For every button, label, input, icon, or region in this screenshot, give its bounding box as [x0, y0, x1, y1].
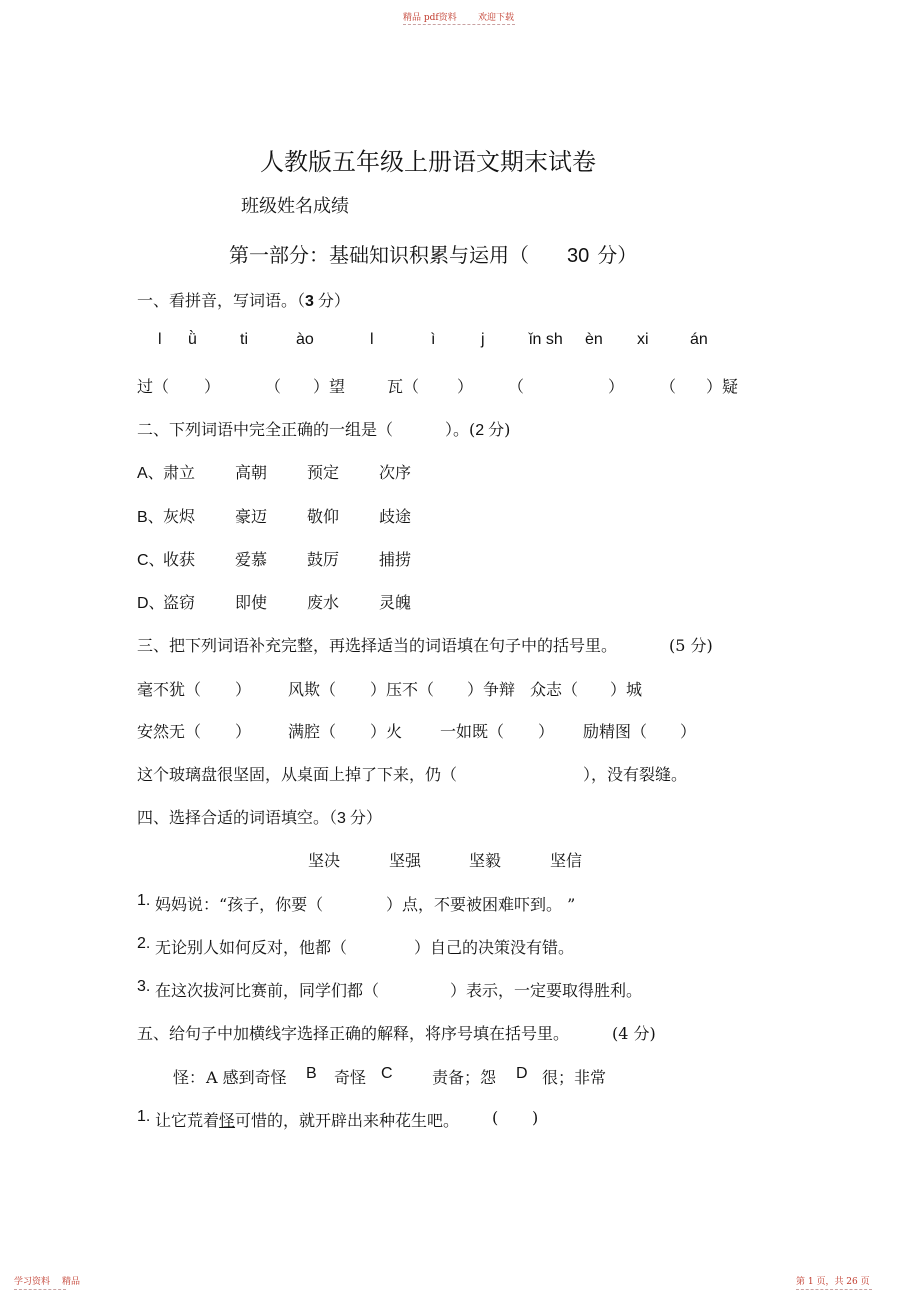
option-letter: D、 — [137, 595, 165, 612]
header-divider — [403, 24, 515, 25]
answer-blank: ）疑 — [706, 377, 739, 396]
q3-score: (5 分) — [669, 636, 713, 655]
definition: 奇怪 — [334, 1068, 367, 1087]
pinyin: án — [690, 331, 708, 348]
header-left: 精品 pdf资料 — [403, 13, 457, 23]
footer-left-divider — [14, 1289, 66, 1290]
option-letter: A、 — [137, 465, 164, 482]
option-word: 捕捞 — [379, 550, 412, 569]
option-word: 肃立 — [163, 463, 196, 482]
q4-score-tail: 分） — [349, 808, 382, 827]
q5-heading: 五、给句子中加横线字选择正确的解释，将序号填在括号里。 — [137, 1024, 570, 1043]
item-text-b: ）表示，一定要取得胜利。 — [450, 981, 643, 1000]
option-word: 废水 — [307, 593, 340, 612]
fill-word: ） — [235, 680, 252, 699]
answer-blank: （ — [660, 377, 677, 396]
part1-heading — [229, 239, 637, 268]
pinyin: j — [481, 331, 485, 348]
item-text-a: 妈妈说：“孩子，你要（ — [155, 895, 324, 914]
definition: C — [381, 1065, 393, 1082]
fill-word: 毫不犹（ — [137, 680, 202, 699]
option-word: 歧途 — [379, 507, 412, 526]
q4-heading-text: 四、选择合适的词语填空。（ — [137, 808, 338, 827]
definition: 很；非常 — [542, 1068, 607, 1087]
answer-blank: ） — [204, 377, 221, 396]
part1-label: 第一部分：基础知识积累与运用（ — [229, 243, 529, 267]
fill-word: 励精图（ — [583, 722, 648, 741]
underlined-char: 怪 — [219, 1111, 236, 1130]
pinyin: l — [370, 331, 374, 348]
header-right: 欢迎下载 — [478, 13, 515, 23]
fill-word: ）争辩 — [467, 680, 516, 699]
choice-word: 坚信 — [550, 851, 583, 870]
option-word: 即使 — [235, 593, 268, 612]
q2-score: 2 — [475, 422, 485, 439]
q3-sentence-end: ），没有裂缝。 — [583, 765, 688, 784]
q3-sentence-start: 这个玻璃盘很坚固，从桌面上掉了下来，仍（ — [137, 765, 458, 784]
answer-paren-open: ( — [492, 1108, 499, 1127]
pinyin: ǐn sh — [529, 331, 563, 348]
option-word: 预定 — [307, 463, 340, 482]
answer-blank: ） — [457, 377, 474, 396]
option-word: 敬仰 — [307, 507, 340, 526]
fill-word: 一如既（ — [440, 722, 505, 741]
part1-score: 30 — [567, 245, 590, 267]
item-number: 1. — [137, 892, 151, 909]
footer-page-number: 第 1 页，共 26 页 — [796, 1277, 870, 1287]
footer-right-divider — [796, 1289, 872, 1290]
q5-score: (4 分) — [612, 1024, 656, 1043]
footer-left — [14, 1274, 80, 1287]
fill-word: 满腔（ — [288, 722, 337, 741]
fill-word: 风欺（ — [288, 680, 337, 699]
pinyin: l — [158, 331, 162, 348]
answer-blank: （ — [508, 377, 525, 396]
option-word: 鼓厉 — [307, 550, 340, 569]
part1-unit: 分） — [597, 243, 638, 267]
q1-score-tail: 分） — [317, 291, 350, 310]
answer-blank: 瓦（ — [387, 377, 420, 396]
choice-word: 坚毅 — [469, 851, 502, 870]
answer-blank: ） — [608, 377, 625, 396]
q2-score-tail: 分) — [488, 420, 511, 439]
option-word: 灵魄 — [379, 593, 412, 612]
definition: D — [516, 1065, 528, 1082]
pinyin: ǜ — [188, 331, 197, 348]
q2-heading-text: 二、下列词语中完全正确的一组是（ — [137, 420, 394, 439]
option-letter: C、 — [137, 552, 165, 569]
q2-heading-tail: ）。( — [445, 420, 476, 439]
pinyin: ào — [296, 331, 314, 348]
footer-left-a: 学习资料 — [14, 1277, 51, 1287]
definition: 责备；怨 — [432, 1068, 497, 1087]
option-word: 次序 — [379, 463, 412, 482]
student-info-line: 班级姓名成绩 — [241, 196, 349, 217]
q2-heading — [137, 417, 510, 440]
fill-word: ） — [680, 722, 697, 741]
q1-heading-text: 一、看拼音，写词语。（ — [137, 291, 306, 310]
pinyin: ì — [431, 331, 436, 348]
item-sentence — [155, 1108, 459, 1131]
fill-word: ）城 — [610, 680, 643, 699]
item-text-a: 让它荒着 — [155, 1111, 220, 1130]
item-text-b: ）点，不要被困难吓到。 ” — [386, 895, 576, 914]
answer-paren-close: ) — [532, 1108, 539, 1127]
q3-heading: 三、把下列词语补充完整，再选择适当的词语填在句子中的括号里。 — [137, 636, 618, 655]
fill-word: 安然无（ — [137, 722, 202, 741]
answer-blank: ）望 — [313, 377, 346, 396]
footer-left-b: 精品 — [62, 1277, 81, 1287]
def-char: 怪： — [173, 1068, 206, 1087]
option-letter: B、 — [137, 509, 164, 526]
item-text-a: 无论别人如何反对，他都（ — [155, 938, 348, 957]
pinyin: ti — [240, 331, 248, 348]
option-word: 豪迈 — [235, 507, 268, 526]
q1-score: 3 — [305, 293, 314, 310]
fill-word: 众志（ — [530, 680, 579, 699]
fill-word: ）火 — [370, 722, 403, 741]
definition: B — [306, 1065, 317, 1082]
option-word: 爱慕 — [235, 550, 268, 569]
item-text-a: 在这次拔河比赛前，同学们都（ — [155, 981, 380, 1000]
option-word: 盗窃 — [163, 593, 196, 612]
answer-blank: （ — [265, 377, 282, 396]
option-word: 高朝 — [235, 463, 268, 482]
q4-heading — [137, 805, 382, 828]
pinyin: xi — [637, 331, 649, 348]
item-text-b: ）自己的决策没有错。 — [414, 938, 575, 957]
fill-word: ）压不（ — [370, 680, 435, 699]
page-title: 人教版五年级上册语文期末试卷 — [260, 148, 596, 176]
item-number: 1. — [137, 1108, 151, 1125]
item-number: 3. — [137, 978, 151, 995]
q1-heading — [137, 288, 350, 311]
option-word: 灰烬 — [163, 507, 196, 526]
choice-word: 坚强 — [389, 851, 422, 870]
item-number: 2. — [137, 935, 151, 952]
answer-blank: 过（ — [137, 377, 170, 396]
definition: A 感到奇怪 — [206, 1068, 287, 1087]
pinyin: èn — [585, 331, 603, 348]
fill-word: ） — [538, 722, 555, 741]
fill-word: ） — [235, 722, 252, 741]
choice-word: 坚决 — [308, 851, 341, 870]
q4-score: 3 — [337, 810, 346, 827]
item-text-b: 可惜的，就开辟出来种花生吧。 — [235, 1111, 460, 1130]
option-word: 收获 — [163, 550, 196, 569]
